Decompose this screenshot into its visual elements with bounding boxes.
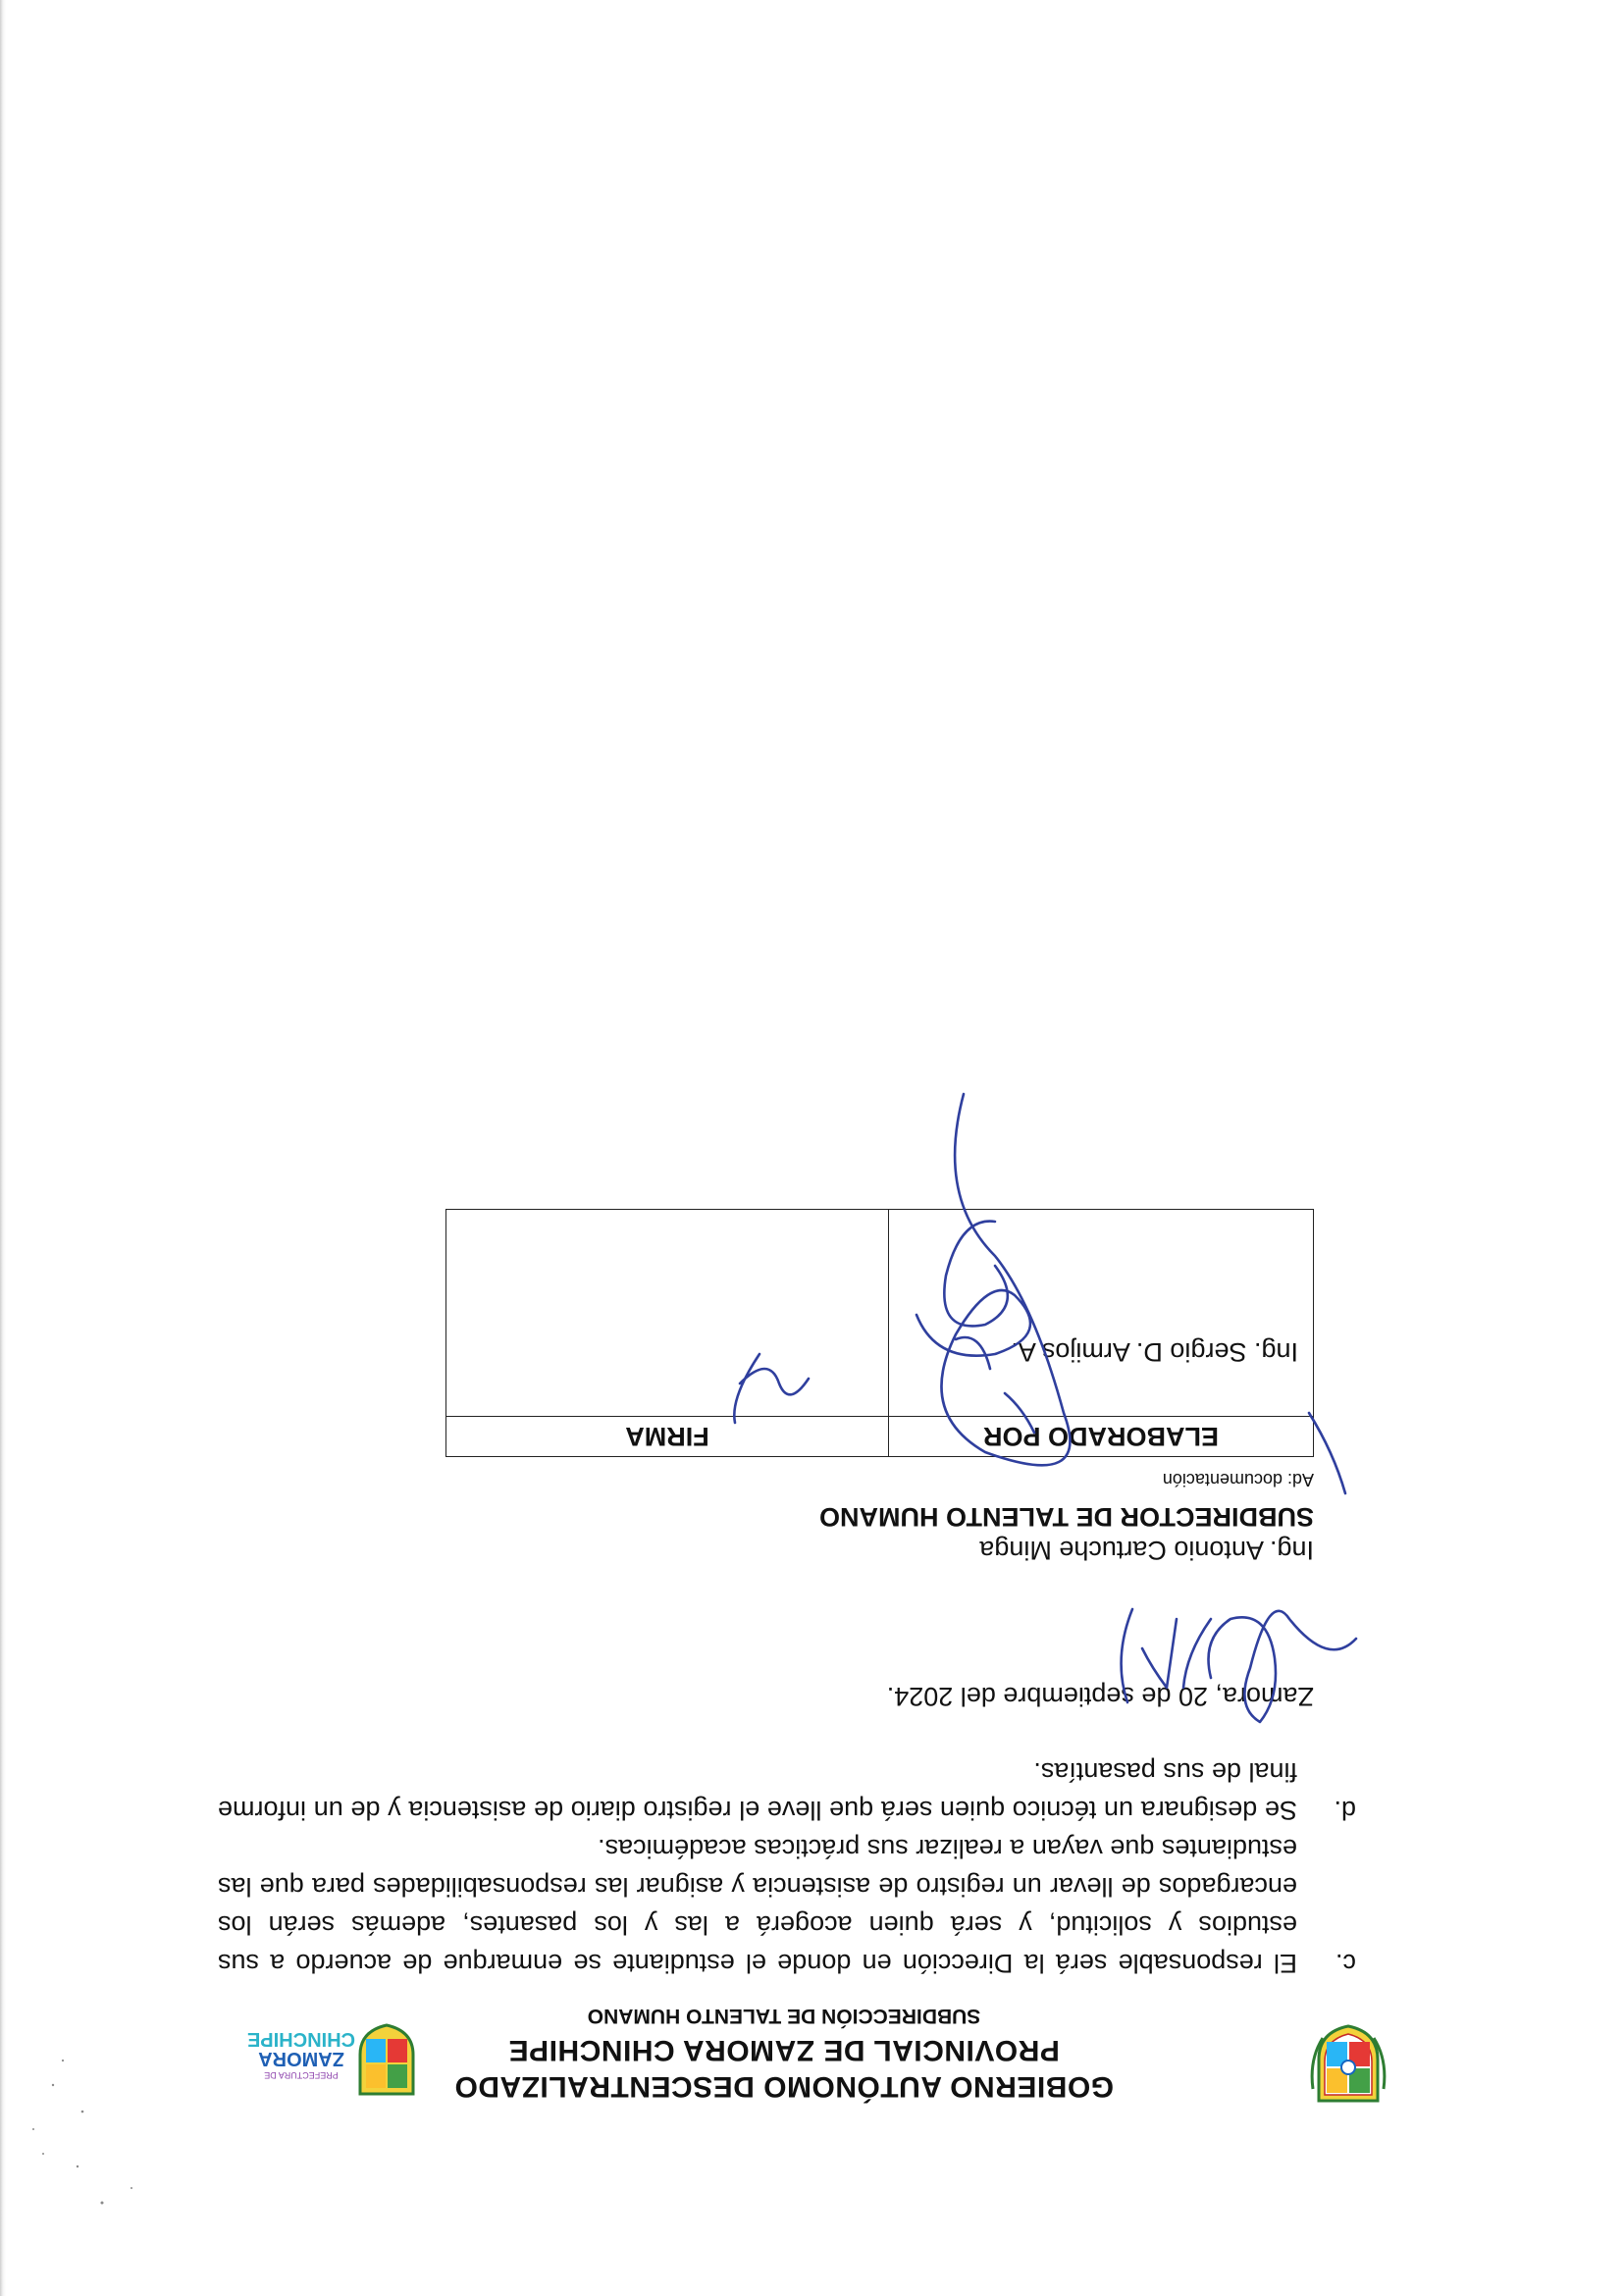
table-header-firma: FIRMA bbox=[446, 1417, 889, 1457]
table-cell-elaborado: Ing. Sergio D. Armijos A. bbox=[889, 1210, 1314, 1417]
header-line-2: PROVINCIAL DE ZAMORA CHINCHIPE bbox=[508, 2034, 1060, 2066]
document-date: Zamora, 20 de septiembre del 2024. bbox=[886, 1682, 1314, 1711]
header-line-1: GOBIERNO AUTÓNOMO DESCENTRALIZADO bbox=[453, 2070, 1115, 2103]
svg-text:CHINCHIPE: CHINCHIPE bbox=[246, 2028, 356, 2050]
list-item-text: El responsable será la Dirección en donde el estudiante se enmarque de acuerdo a sus estudios y solicitud, y será quien acogerá a las y los pasantes, además serán los encargados de llevar un registro de asistencia y asignar las responsabilidades para que las estudiantes que vayan a realizar sus prácticas académicas. bbox=[218, 1834, 1297, 1978]
header-line-3: SUBDIRECCIÓN DE TALENTO HUMANO bbox=[587, 2005, 981, 2027]
svg-text:ZAMORA: ZAMORA bbox=[258, 2048, 344, 2069]
svg-text:PREFECTURA DE: PREFECTURA DE bbox=[264, 2070, 339, 2080]
list-item-text: Se designara un técnico quien será que lleve el registro diario de asistencia y de un informe final de sus pasantías. bbox=[218, 1757, 1297, 1825]
signer-name: Ing. Antonio Cartuche Minga bbox=[979, 1536, 1314, 1565]
table-header-elaborado: ELABORADO POR bbox=[889, 1417, 1314, 1457]
signer-title: SUBDIRECTOR DE TALENTO HUMANO bbox=[818, 1502, 1314, 1532]
signer-note: Ad: documentación bbox=[1162, 1470, 1314, 1489]
list-marker: d. bbox=[1334, 1796, 1356, 1825]
list-marker: c. bbox=[1335, 1949, 1356, 1978]
